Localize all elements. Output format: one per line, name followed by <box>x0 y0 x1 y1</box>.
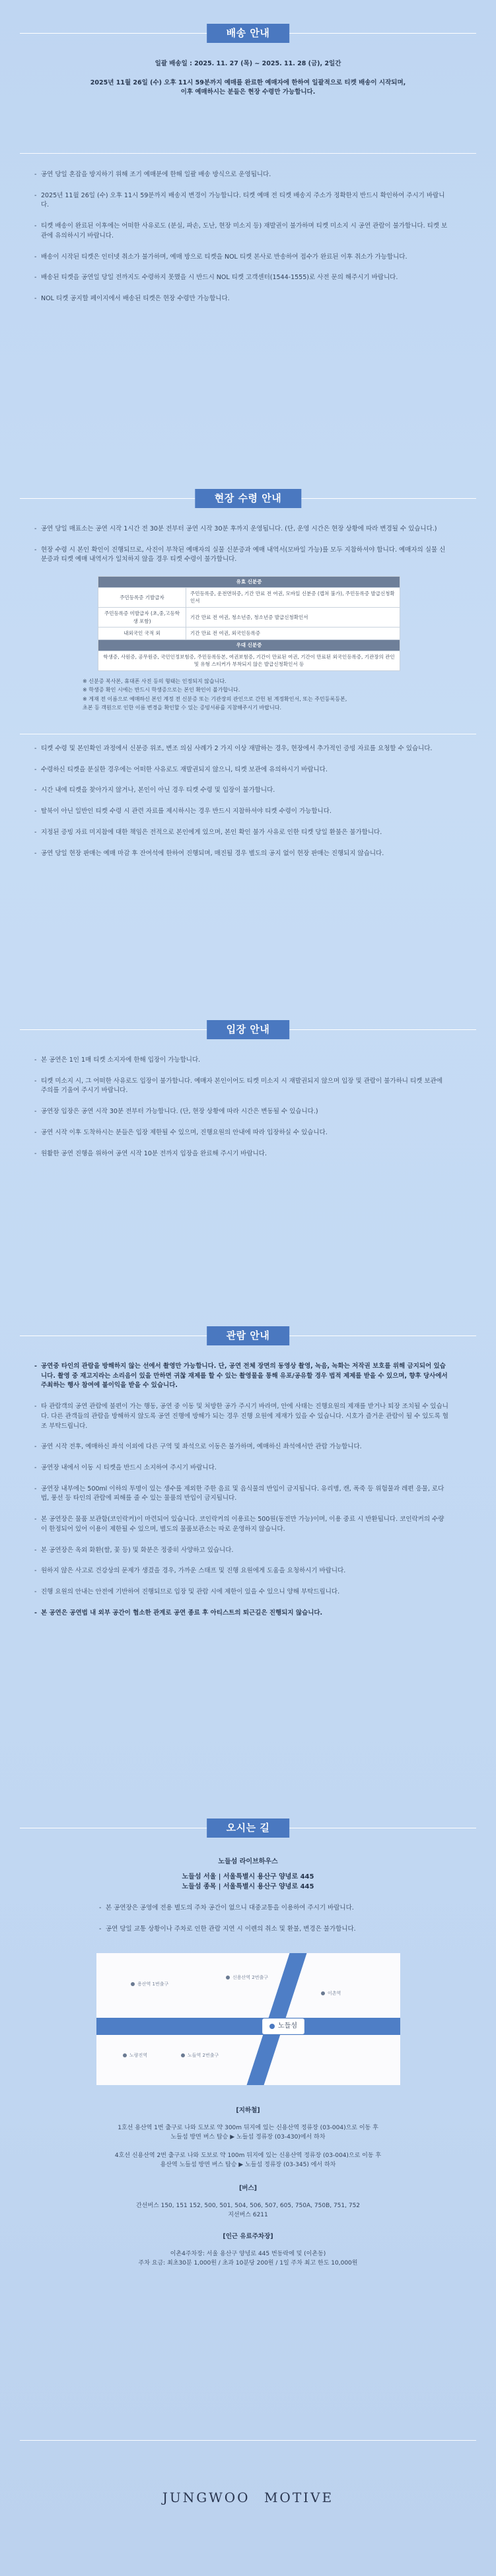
delivery-heading <box>0 18 496 45</box>
table-row <box>98 587 400 607</box>
id-table <box>98 576 400 671</box>
note-item: - 공연 시작 이후 도착하시는 분들은 입장 제한될 수 있으며, 진행요원의 안내에 따라 입장하실 수 있습니다. <box>34 1128 450 1138</box>
bus-line: 지선버스 6211 <box>228 2212 268 2219</box>
bus-heading: [버스] <box>238 2185 258 2193</box>
footnote: 초본 등 객원으로 인한 이름 변경을 확인할 수 있는 증빙서류를 지참해주시기 바랍니다. <box>83 704 281 711</box>
parking-line: 이촌4주차장: 서울 용산구 양녕로 445 번동락에 및 (이촌동) <box>170 2250 326 2257</box>
map-label-sindaebang: 신용산역 2번출구 <box>226 1974 268 1981</box>
delivery-section <box>0 18 496 98</box>
note-item: - 공연 당일 혼잡을 방지하기 위해 조기 예매분에 한해 일괄 배송 방식으로 운영됩니다. <box>34 170 450 180</box>
divider <box>20 2440 476 2441</box>
note-item: - 원활한 공연 진행을 위하여 공연 시작 10분 전까지 입장을 완료해 주시기 바랍니다. <box>34 1149 450 1159</box>
section-title: 관람 안내 <box>207 1326 290 1345</box>
subway-line: 1호선 용산역 1번 출구로 나와 도보로 약 300m 뒤지에 있는 신용산역 정류장 (03-004)으로 이동 후 <box>118 2124 378 2131</box>
logo-right: MOTIVE <box>264 2490 334 2505</box>
directions-section <box>0 1813 496 1945</box>
note-item: - 티켓 미소지 시, 그 어떠한 사유로도 입장이 불가합니다. 예매자 본인이어도 티켓 미소지 시 재발권되지 않으며 입장 및 관람이 불가하니 티켓 보관에 주의를 기울여 주시기 바랍니다. <box>34 1077 450 1096</box>
map-label-yongsan: 용산역 1번출구 <box>131 1981 168 1988</box>
subway-line: 4호선 신용산역 2번 출구로 나와 도보로 약 100m 뒤지에 있는 신용산역 정류장 (03-004)으로 이동 후 <box>114 2152 382 2159</box>
note-item: - 시간 내에 티켓을 찾아가지 않거나, 본인이 아닌 경우 티켓 수령 및 입장이 불가합니다. <box>34 786 450 796</box>
note-item: - 공연 당일 매표소는 공연 시작 1시간 전 30분 전부터 공연 시작 30분 후까지 운영됩니다. (단, 운영 시간은 현장 상황에 따라 변경될 수 있습니다.) <box>34 525 450 534</box>
table-row <box>98 608 400 628</box>
note-item: - 공연 당일 교통 상황이나 주차로 인한 관람 지연 시 이렌의 취소 및 환불, 변경은 불가합니다. <box>99 1925 450 1935</box>
delivery-intro <box>0 59 496 98</box>
note-item: - 지정된 증빙 자료 미지참에 대한 책임은 전적으로 본인에게 있으며, 본인 확인 불가 사유로 인한 티켓 당일 환불은 불가합니다. <box>34 828 450 838</box>
note-item: - 2025년 11월 26일 (수) 오후 11시 59분까지 배송지 변경이 가능합니다. 티켓 예매 전 티켓 배송지 주소가 정확한지 반드시 확인하여 주시기 바랍니다. <box>34 191 450 210</box>
viewing-heading <box>0 1321 496 1347</box>
map-label-noryangjin: 노량진역 <box>123 2052 147 2059</box>
note-item: - 원하지 않은 사고로 건강상의 문제가 생겼을 경우, 가까운 스태프 및 진행 요원에게 도움을 요청하시기 바랍니다. <box>34 1566 450 1576</box>
note-item: - 현장 수령 시 본인 확인이 진행되므로, 사진이 부착된 예매자의 실물 신분증과 예매 내역서(모바일 가능)를 모두 지참하셔야 합니다. 예매자의 실물 신분증과 티켓 예매 내역서가 일치하지 않을 경우 티켓 수령이 불가합니다. <box>34 546 450 565</box>
divider <box>20 153 476 154</box>
table-header: 유효 신분증 <box>98 577 400 588</box>
note-item: - 배송이 시작된 티켓은 인터넷 취소가 불가하며, 예매 방으로 티켓을 NOL 티켓 본사로 반송하여 접수가 완료된 이후 취소가 가능합니다. <box>34 253 450 263</box>
note-item: - 본 공연은 1인 1매 티켓 소지자에 한해 입장이 가능합니다. <box>34 1056 450 1066</box>
bus-line: 간선버스 150, 151 152, 500, 501, 504, 506, 507, 605, 750A, 750B, 751, 752 <box>135 2203 361 2210</box>
location-map <box>96 1953 400 2085</box>
parking-line: 주차 요금: 최초30분 1,000원 / 초과 10분당 200원 / 1일 주차 최고 한도 10,000원 <box>138 2259 358 2267</box>
map-road <box>96 2018 400 2035</box>
venue-name: 노들섬 라이브하우스 <box>218 1858 278 1865</box>
delivery-notes <box>0 170 496 315</box>
table-row <box>98 651 400 670</box>
note-item: - 본 공연장은 물품 보관함(코인락커)이 마련되어 있습니다. 코인락커의 이용료는 500원(동전만 가능)이며, 이용 중료 시 반환됩니다. 코인락커의 수량이 한정되어 있어 이용이 제한될 수 있으며, 별도의 물품보관소는 따로 운영하지 않습니다. <box>34 1515 450 1534</box>
section-title: 배송 안내 <box>207 24 290 43</box>
footer-logo <box>0 2488 496 2508</box>
note-item: - 수령하신 티켓을 분실한 경우에는 어떠한 사유로도 재발권되지 않으니, 티켓 보관에 유의하시기 바랍니다. <box>34 765 450 775</box>
onsite-notes <box>0 744 496 870</box>
note-item: - 공연중 타인의 관람을 방해하지 않는 선에서 촬영만 가능합니다. 단, 공연 전체 장면의 동영상 촬영, 녹음, 녹화는 저작권 보호를 위해 금지되어 있습니다. 촬영 중 재고지라는 소리음이 있을 만하면 귀찮 재제를 할 수 있는 촬영물을 통해 유포/공유할 경우 법적 제제를 받을 수 있으며, 향후 당사에서 주최하는 행사 참여에 불이익을 받을 수 있습니다. <box>34 1362 450 1391</box>
footnote: ※ 학생증 확인 시에는 반드시 학생증으로는 본인 확인이 불가합니다. <box>83 687 240 693</box>
delivery-period: 일괄 배송일 : 2025. 11. 27 (목) ~ 2025. 11. 28 (금), 2일간 <box>155 60 341 67</box>
note-item: - 탈북이 아닌 일반인 티켓 수령 시 관련 자료를 제시하시는 경우 반드시 지참하셔야 티켓 수령이 가능합니다. <box>34 807 450 817</box>
table-row <box>98 628 400 640</box>
footnote: ※ 게재 전 이름으로 예매하신 본인 계정 전 신분증 또는 기관장의 관인으로 간헌 된 계정확인서, 또는 주민등록등본, <box>83 695 347 702</box>
viewing-section <box>0 1321 496 1630</box>
onsite-heading <box>0 484 496 510</box>
table-cell: 학생증, 사원증, 공무원증, 국민인정보험증, 주민등록등본, 여권보험증, 기간이 만료된 여권, 기간이 만료된 외국인등록증, 기관장의 관인 및 유형 스티커가 부착되지 않은 발급신청확인서 등 <box>98 651 400 670</box>
subway-line: 용산역 노들섬 방면 버스 탑승 ▶ 노들섬 정류장 (03-345) 에서 하차 <box>160 2161 336 2168</box>
note-item: - 공연장 내부에는 500ml 이하의 투명이 있는 생수를 제외한 주한 음료 및 음식물의 반입이 금지됩니다. 유리병, 캔, 폭죽 등 위험물과 레편 응물, 로다법, 풍선 등 타인의 관람에 피해를 줄 수 있는 물품의 반입이 금지됩니다. <box>34 1485 450 1504</box>
admission-heading <box>0 1015 496 1041</box>
table-cell: 기간 만료 전 여권, 청소년증, 청소년증 발급신청확인서 <box>186 608 400 628</box>
section-title: 입장 안내 <box>207 1020 290 1039</box>
table-cell: 주민등록증, 운전면허증, 기간 만료 전 여권, 모바일 신분증 (캡쳐 불가), 주민등록증 발급신청확인서 <box>186 587 400 607</box>
subway-line: 노들섬 방면 버스 탑승 ▶ 노들섬 정류장 (03-430)에서 하차 <box>170 2133 326 2141</box>
map-venue-marker <box>263 2019 304 2034</box>
transport-info <box>0 2106 496 2278</box>
note-item: - 티켓 수령 및 본인확인 과정에서 신분증 위조, 변조 의심 사례가 2 가지 이상 재발하는 경우, 현장에서 추가적인 증빙 자료를 요청할 수 있습니다. <box>34 744 450 754</box>
note-item: - 본 공연은 공연법 내 외부 공간이 협소한 관계로 공연 종료 후 아티스트의 퇴근길은 진행되지 않습니다. <box>34 1609 450 1619</box>
directions-heading <box>0 1813 496 1840</box>
admission-section <box>0 1015 496 1170</box>
note-item: - NOL 티켓 공지할 페이지에서 배송된 티켓은 현장 수령만 가능합니다. <box>34 294 450 304</box>
note-item: - 진행 요원의 안내는 안전에 기반하여 진행되므로 입장 및 관람 시에 제한이 있을 수 있으니 양해 부탁드립니다. <box>34 1588 450 1597</box>
table-cell: 주민등록증 기발급자 <box>98 587 186 607</box>
note-item: - 배송된 티켓을 공연일 당일 전까지도 수령하지 못했을 시 반드시 NOL 티켓 고객센터(1544-1555)로 사전 문의 해주시기 바랍니다. <box>34 273 450 283</box>
note-item: - 공연장 입장은 공연 시작 30분 전부터 가능합니다. (단, 현장 상황에 따라 시간은 변동될 수 있습니다.) <box>34 1107 450 1117</box>
section-title: 현장 수령 안내 <box>195 489 301 508</box>
map-label-ichon: 이촌역 <box>321 1990 341 1997</box>
note-item: - 본 공연장은 옥외 화환(쌀, 꽃 등) 및 화분은 정중히 사양하고 있습니다. <box>34 1546 450 1556</box>
brand-logo <box>159 2488 337 2508</box>
id-footnotes <box>83 678 496 713</box>
map-label-nodeul-station: 노들역 2번출구 <box>181 2052 219 2059</box>
logo-left: JUNGWOO <box>162 2490 250 2505</box>
delivery-deadline-1: 2025년 11월 26일 (수) 오후 11시 59분까지 예매를 완료한 예매자에 한하여 일괄적으로 티켓 배송이 시작되며, <box>90 79 406 86</box>
note-item: - 공연 당일 현장 판매는 예매 마감 후 잔여석에 한하여 진행되며, 매진될 경우 별도의 공지 없이 현장 판매는 진행되지 않습니다. <box>34 849 450 859</box>
venue-address-lot: 노들섬 종목 | 서울특별시 용산구 양녕로 445 <box>182 1883 314 1890</box>
parking-heading: [인근 유료주차장] <box>223 2233 273 2241</box>
table-cell: 내외국인 국적 외 <box>98 628 186 640</box>
subway-heading: [지하철] <box>236 2107 260 2114</box>
note-item: - 티켓 배송이 완료된 이후에는 어떠한 사유로도 (분실, 파손, 도난, 현장 미소지 등) 재발권이 불가하며 티켓 미소지 시 공연 관람이 불가합니다. 티켓 보관에 유의하시기 바랍니다. <box>34 222 450 241</box>
pin-icon <box>269 2024 275 2029</box>
section-title: 오시는 길 <box>207 1819 290 1838</box>
table-header: 우대 신분증 <box>98 639 400 651</box>
onsite-section <box>0 484 496 713</box>
venue-address-road: 노들섬 서울 | 서울특별시 용산구 양녕로 445 <box>182 1873 314 1881</box>
note-item: - 공연 시작 전후, 예매하신 좌석 이외에 다른 구역 및 좌석으로 이동은 불가하며, 예매하신 좌석에서만 관람 가능합니다. <box>34 1442 450 1452</box>
delivery-deadline-2: 이후 예매하시는 분들은 현장 수령만 가능합니다. <box>180 88 316 96</box>
footnote: ※ 신분증 복사본, 휴대폰 사진 등의 형태는 인정되지 않습니다. <box>83 678 227 684</box>
map-venue-label: 노들섬 <box>278 2022 297 2030</box>
table-cell: 기간 만료 전 여권, 외국인등록증 <box>186 628 400 640</box>
table-cell: 주민등록증 미발급자 (초,중,고등학생 포함) <box>98 608 186 628</box>
note-item: - 타 관람객의 공연 관람에 불편이 가는 행동, 공연 중 이동 및 처방한 공가 주시기 바라며, 안에 사태는 진행요원의 제재를 받거나 퇴장 조치될 수 있습니다. 다른 관객들의 관람을 방해하지 않도록 공연 진행에 방해가 되는 경우 진행 요원에 제재가 있을 수 있습니다. 시호가 즐거운 관람이 될 수 있도록 협조 부탁드립니다. <box>34 1402 450 1431</box>
note-item: - 본 공연장은 공영에 전용 별도의 주차 공간이 없으니 대중교통을 이용하여 주시기 바랍니다. <box>99 1904 450 1914</box>
venue-info <box>0 1857 496 1892</box>
note-item: - 공연장 내에서 이동 시 티켓을 반드시 소지하여 주시기 바랍니다. <box>34 1464 450 1473</box>
